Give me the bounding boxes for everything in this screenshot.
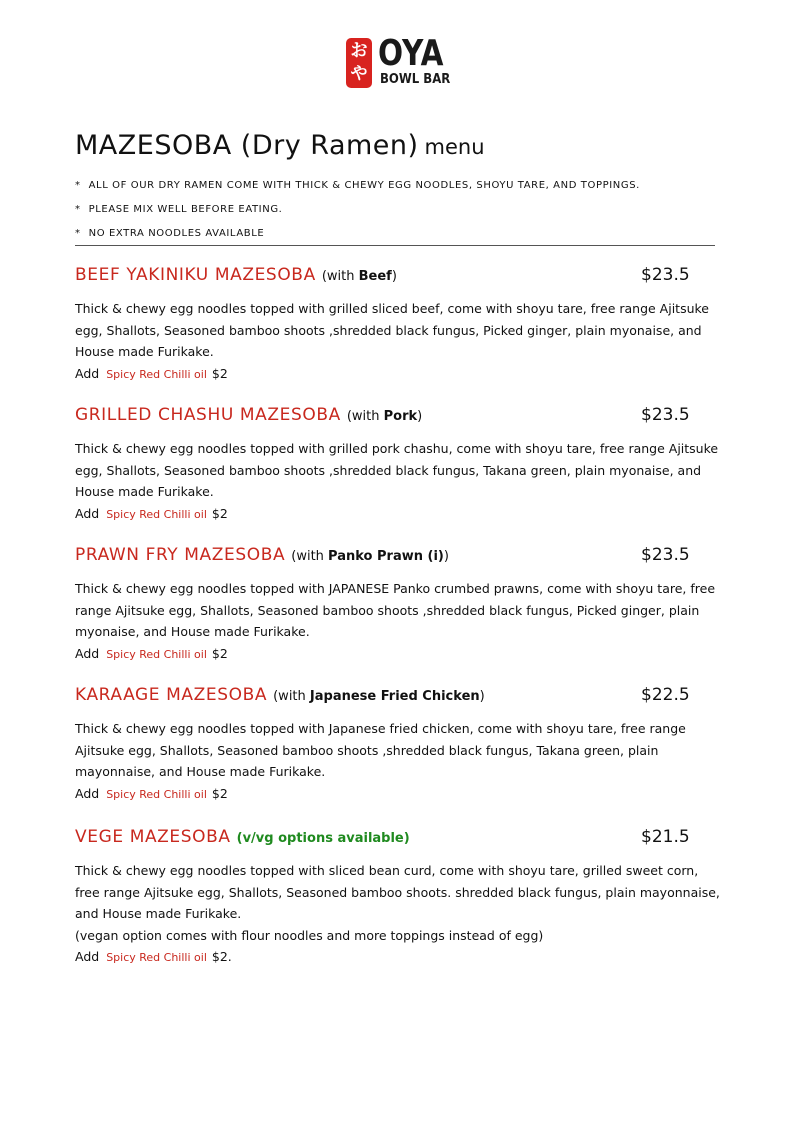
addon-item: Spicy Red Chilli oil — [106, 367, 207, 381]
note-text: NO EXTRA NOODLES AVAILABLE — [88, 228, 265, 239]
addon-price: $2 — [211, 645, 228, 661]
note-text: PLEASE MIX WELL BEFORE EATING. — [88, 204, 283, 215]
with-suffix: ) — [479, 689, 485, 704]
menu-item-price: $23.5 — [641, 545, 690, 565]
addon-item: Spicy Red Chilli oil — [106, 507, 207, 521]
menu-item-name: BEEF YAKINIKU MAZESOBA — [75, 265, 316, 285]
logo-name: OYA — [378, 33, 444, 74]
note-bullet: * — [75, 204, 81, 215]
menu-item-header — [75, 680, 720, 710]
with-suffix: ) — [391, 269, 397, 284]
menu-item-addon — [75, 643, 720, 666]
brand-logo — [346, 33, 451, 90]
menu-item-name: GRILLED CHASHU MAZESOBA — [75, 405, 341, 425]
page-title-sub: menu — [424, 135, 485, 159]
logo-badge-char-top: お — [350, 41, 368, 61]
note-item — [75, 198, 640, 222]
note-bullet: * — [75, 180, 81, 191]
menu-item-price: $23.5 — [641, 405, 690, 425]
note-text: ALL OF OUR DRY RAMEN COME WITH THICK & CHEWY EGG NOODLES, SHOYU TARE, AND TOPPINGS. — [88, 180, 640, 191]
with-protein: Beef — [358, 269, 392, 284]
menu-item-header — [75, 400, 720, 430]
menu-item-vege — [75, 822, 720, 969]
with-prefix: (with — [346, 409, 380, 424]
addon-price: $2 — [211, 505, 228, 521]
menu-item-addon — [75, 363, 720, 386]
addon-price: $2 — [211, 365, 228, 381]
menu-item-beef-yakiniku — [75, 260, 720, 385]
note-bullet: * — [75, 228, 81, 239]
with-prefix: (with — [273, 689, 306, 704]
addon-item: Spicy Red Chilli oil — [106, 787, 207, 801]
menu-item-description: Thick & chewy egg noodles topped with grilled pork chashu, come with shoyu tare, free range Ajitsuke egg, Shallots, Seasoned bamboo shoots ,shredded black fungus, Takana green, plain myonaise, and House made Furikake. — [75, 441, 719, 499]
with-suffix: ) — [417, 409, 423, 424]
with-prefix: (with — [321, 269, 355, 284]
with-protein: Panko Prawn (i) — [328, 549, 444, 564]
menu-item-header — [75, 540, 720, 570]
menu-item-price: $23.5 — [641, 265, 690, 285]
menu-item-prawn-fry — [75, 540, 720, 665]
menu-item-with — [273, 689, 485, 704]
menu-item-description: Thick & chewy egg noodles topped with grilled sliced beef, come with shoyu tare, free range Ajitsuke egg, Shallots, Seasoned bamboo shoots ,shredded black fungus, Picked ginger, plain myonaise, and House made Furikake. — [75, 301, 709, 359]
menu-item-grilled-chashu — [75, 400, 720, 525]
divider — [75, 245, 715, 246]
addon-item: Spicy Red Chilli oil — [106, 647, 207, 661]
addon-label: Add — [75, 785, 100, 801]
menu-notes — [75, 174, 640, 246]
menu-item-price: $22.5 — [641, 685, 690, 705]
menu-item-vegan-note: (vegan option comes with flour noodles and more toppings instead of egg) — [75, 927, 544, 943]
addon-item: Spicy Red Chilli oil — [106, 951, 207, 964]
menu-item-with — [347, 409, 422, 424]
logo-tagline: BOWL BAR — [380, 72, 451, 87]
menu-item-options: (v/vg options available) — [236, 831, 410, 846]
addon-label: Add — [75, 949, 100, 964]
note-item — [75, 174, 640, 198]
addon-label: Add — [75, 365, 100, 381]
with-protein: Pork — [383, 409, 418, 424]
note-item — [75, 222, 640, 246]
menu-item-name: PRAWN FRY MAZESOBA — [75, 545, 286, 565]
menu-item-description: Thick & chewy egg noodles topped with sliced bean curd, come with shoyu tare, grilled sweet corn, free range Ajitsuke egg, Shallots, Seasoned bamboo shoots. shredded black fungus, plain mayonnaise, and House made Furikake. — [75, 863, 720, 921]
menu-item-addon — [75, 783, 720, 806]
menu-item-addon — [75, 946, 720, 969]
with-protein: Japanese Fried Chicken — [309, 689, 480, 704]
menu-item-with — [322, 269, 397, 284]
addon-price: $2. — [211, 949, 232, 964]
logo-badge-char-bottom: や — [350, 64, 368, 84]
addon-label: Add — [75, 505, 100, 521]
menu-item-price: $21.5 — [641, 827, 690, 847]
menu-item-header — [75, 822, 720, 852]
menu-item-with — [291, 549, 449, 564]
menu-item-description: Thick & chewy egg noodles topped with JAPANESE Panko crumbed prawns, come with shoyu tare, free range Ajitsuke egg, Shallots, Seasoned bamboo shoots ,shredded black fungus, Picked ginger, plain myonaise, and House made Furikake. — [75, 581, 716, 639]
menu-item-addon — [75, 503, 720, 526]
addon-price: $2 — [211, 785, 228, 801]
page-title — [75, 128, 485, 165]
with-suffix: ) — [443, 549, 449, 564]
menu-item-name: VEGE MAZESOBA — [75, 827, 231, 847]
menu-item-header — [75, 260, 720, 290]
menu-item-name: KARAAGE MAZESOBA — [75, 685, 268, 705]
logo-badge — [346, 38, 372, 88]
page-title-main: MAZESOBA (Dry Ramen) — [75, 130, 419, 161]
menu-item-karaage — [75, 680, 720, 805]
with-prefix: (with — [291, 549, 324, 564]
menu-item-description: Thick & chewy egg noodles topped with Japanese fried chicken, come with shoyu tare, free range Ajitsuke egg, Shallots, Seasoned bamboo shoots ,shredded black fungus, Takana green, plain mayonnaise, and House made Furikake. — [75, 721, 686, 779]
addon-label: Add — [75, 645, 100, 661]
